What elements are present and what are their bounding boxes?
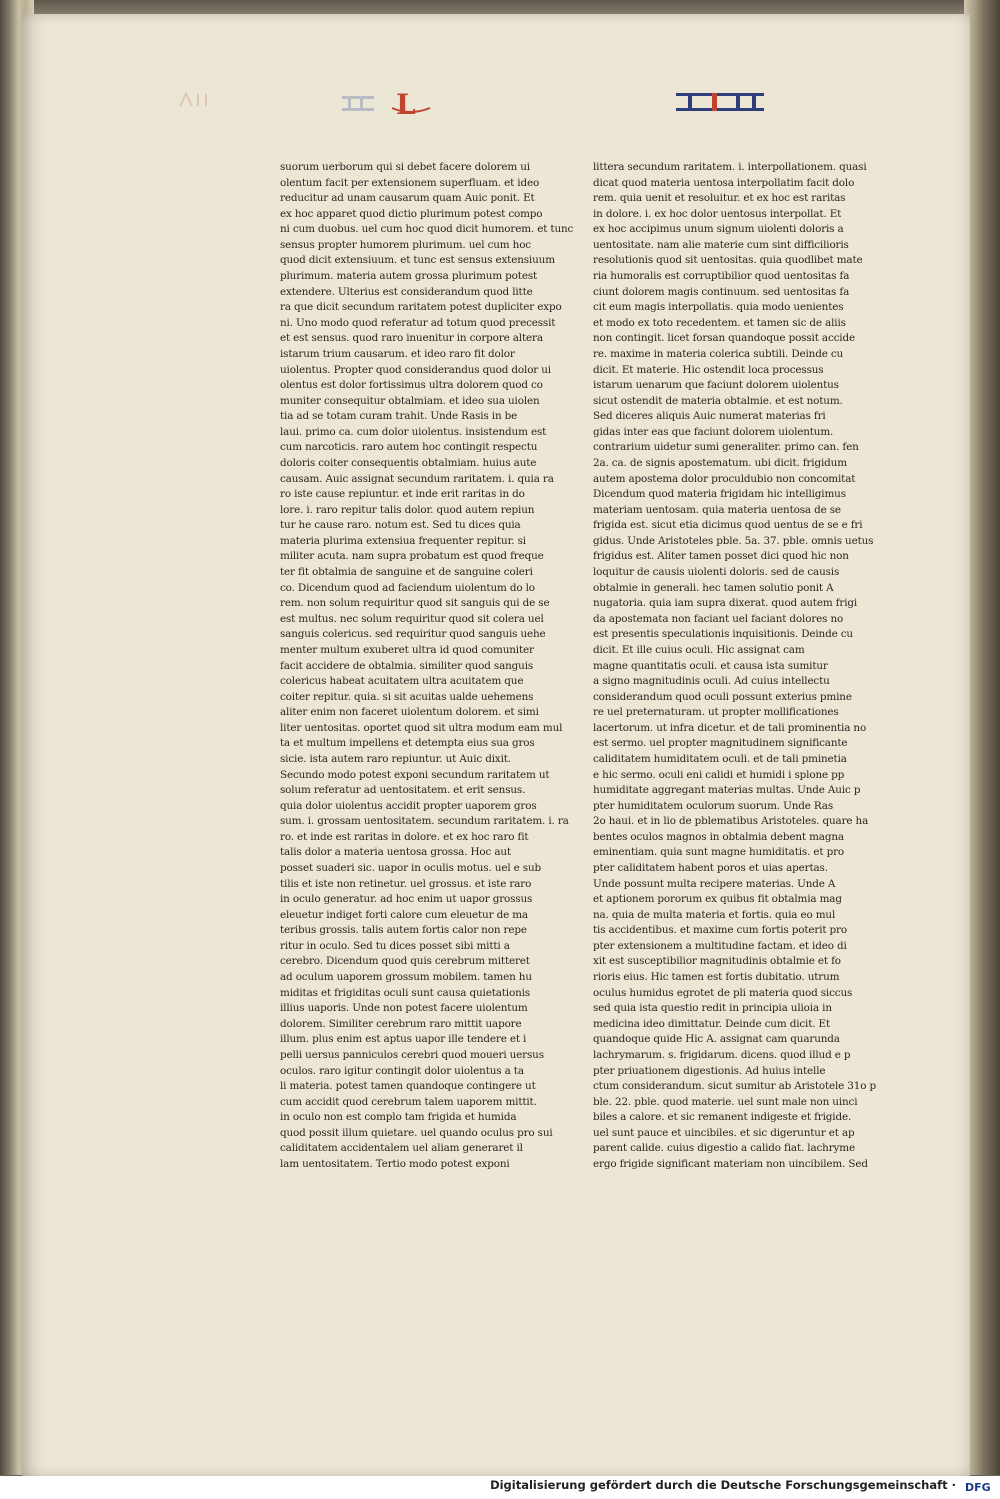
text-line: quod dicit extensiuum. et tunc est sensus extensiuum bbox=[280, 254, 555, 267]
text-line: bentes oculos magnos in obtalmia debent magna bbox=[593, 830, 844, 843]
text-line: uel sunt pauce et uincibiles. et sic digeruntur et ap bbox=[593, 1126, 855, 1139]
text-line: doloris coiter consequentis obtalmiam. huius aute bbox=[280, 456, 537, 469]
text-line: illius uaporis. Unde non potest facere uiolentum bbox=[280, 1002, 528, 1015]
text-line: tis accidentibus. et maxime cum fortis poterit pro bbox=[593, 924, 847, 937]
text-line: aliter enim non faceret uiolentum dolorem. et simi bbox=[280, 706, 539, 719]
text-line: frigida est. sicut etia dicimus quod uentus de se e fri bbox=[593, 519, 863, 532]
text-line: miditas et frigiditas oculi sunt causa quietationis bbox=[280, 986, 530, 999]
text-line: cit eum magis interpollatis. quia modo uenientes bbox=[593, 301, 844, 314]
text-line: est presentis speculationis inquisitionis. Deinde cu bbox=[593, 628, 853, 641]
text-line: dicit. Et materie. Hic ostendit loca processus bbox=[593, 363, 824, 376]
text-line: menter multum exuberet ultra id quod comuniter bbox=[280, 643, 534, 656]
text-line: causam. Auic assignat secundum raritatem. i. quia ra bbox=[280, 472, 554, 485]
text-line: Sed diceres aliquis Auic numerat materias fri bbox=[593, 410, 826, 423]
text-line: extendere. Ulterius est considerandum quod litte bbox=[280, 285, 533, 298]
text-line: coiter repitur. quia. si sit acuitas ualde uehemens bbox=[280, 690, 534, 703]
text-line: a signo magnitudinis oculi. Ad cuius intellectu bbox=[593, 675, 830, 688]
folio-header-left bbox=[340, 88, 440, 121]
text-line: facit accidere de obtalmia. similiter quod sanguis bbox=[280, 659, 534, 672]
text-line: ro iste cause repiuntur. et inde erit raritas in do bbox=[280, 488, 525, 501]
text-line: obtalmie in generali. hec tamen solutio ponit A bbox=[593, 581, 834, 594]
text-line: ex hoc apparet quod dictio plurimum potest compo bbox=[280, 207, 543, 220]
svg-text:DFG: DFG bbox=[965, 1481, 991, 1494]
text-line: laui. primo ca. cum dolor uiolentus. insistendum est bbox=[280, 425, 547, 438]
text-line: cum narcoticis. raro autem hoc contingit respectu bbox=[280, 441, 538, 454]
text-line: ni. Uno modo quod referatur ad totum quod precessit bbox=[280, 316, 556, 329]
text-line: oculos. raro igitur contingit dolor uiolentus a ta bbox=[280, 1064, 524, 1077]
text-line: liter uentositas. oportet quod sit ultra modum eam mul bbox=[280, 721, 563, 734]
text-line: ra que dicit secundum raritatem potest dupliciter expo bbox=[280, 301, 562, 314]
text-line: suorum uerborum qui si debet facere dolorem ui bbox=[280, 161, 530, 173]
text-line: et modo ex toto recedentem. et tamen sic de aliis bbox=[593, 316, 846, 329]
text-line: solum referatur ad uentositatem. et erit sensus. bbox=[280, 784, 526, 797]
text-line: lachrymarum. s. frigidarum. dicens. quod illud e p bbox=[593, 1048, 851, 1061]
text-line: ta et multum impellens et detempta eius sua gros bbox=[280, 737, 535, 750]
text-line: sum. i. grossam uentositatem. secundum raritatem. i. ra bbox=[280, 815, 569, 828]
text-line: na. quia de multa materia et fortis. quia eo mul bbox=[593, 908, 836, 921]
text-line: non contingit. licet forsan quandoque possit accide bbox=[593, 332, 855, 345]
text-line: sicut ostendit de materia obtalmie. et est notum. bbox=[593, 394, 843, 407]
text-line: Unde possunt multa recipere materias. Unde A bbox=[593, 877, 836, 890]
text-line: dicit. Et ille cuius oculi. Hic assignat cam bbox=[593, 643, 805, 656]
left-folio-letter: L bbox=[396, 88, 416, 121]
text-line: in dolore. i. ex hoc dolor uentosus interpollat. Et bbox=[593, 207, 842, 220]
text-line: parent calide. cuius digestio a calido fiat. lachryme bbox=[593, 1142, 855, 1155]
text-line: quandoque quide Hic A. assignat cam quarunda bbox=[593, 1033, 840, 1046]
text-line: cerebro. Dicendum quod quis cerebrum mitteret bbox=[280, 955, 530, 968]
text-line: littera secundum raritatem. i. interpollationem. quasi bbox=[593, 161, 867, 173]
text-line: dicat quod materia uentosa interpollatim facit dolo bbox=[593, 176, 855, 189]
text-line: humiditate aggregant materias multas. Unde Auic p bbox=[593, 784, 861, 797]
text-line: re. maxime in materia colerica subtili. Deinde cu bbox=[593, 347, 844, 360]
dfg-logo-icon bbox=[964, 1479, 992, 1494]
text-line: cum accidit quod cerebrum talem uaporem mittit. bbox=[280, 1095, 537, 1108]
text-line: et aptionem pororum ex quibus fit obtalmia mag bbox=[593, 893, 842, 906]
text-line: contrarium uidetur sumi generaliter. primo can. fen bbox=[593, 441, 859, 454]
text-line: pter caliditatem habent poros et uias apertas. bbox=[593, 862, 828, 875]
text-line: talis dolor a materia uentosa grossa. Hoc aut bbox=[280, 846, 511, 859]
text-line: posset suaderi sic. uapor in oculis motus. uel e sub bbox=[280, 862, 542, 875]
text-line: ria humoralis est corruptibilior quod uentositas fa bbox=[593, 270, 850, 283]
text-line: illum. plus enim est aptus uapor ille tendere et i bbox=[280, 1033, 527, 1046]
text-line: lacertorum. ut infra dicetur. et de tali prominentia no bbox=[593, 721, 867, 734]
text-line: materiam uentosam. quia materia uentosa de se bbox=[593, 503, 841, 516]
text-line: est sermo. uel propter magnitudinem significante bbox=[593, 737, 848, 750]
text-line: rem. quia uenit et resoluitur. et ex hoc est raritas bbox=[593, 192, 846, 205]
text-line: quia dolor uiolentus accidit propter uaporem gros bbox=[280, 799, 537, 812]
text-line: colericus habeat acuitatem ultra acuitatem que bbox=[280, 675, 524, 688]
text-line: magne quantitatis oculi. et causa ista sumitur bbox=[593, 659, 828, 672]
text-line: resolutionis quod sit uentositas. quia quodlibet mate bbox=[593, 254, 863, 267]
text-column-left bbox=[280, 160, 574, 1173]
text-line: autem apostema dolor proculdubio non concomitat bbox=[593, 472, 856, 485]
text-line: tia ad se totam curam trahit. Unde Rasis in be bbox=[280, 410, 518, 423]
text-line: re uel preternaturam. ut propter mollificationes bbox=[593, 706, 839, 719]
text-line: quod possit illum quietare. uel quando oculus pro sui bbox=[280, 1126, 553, 1139]
text-line: ciunt dolorem magis continuum. sed uentositas fa bbox=[593, 285, 850, 298]
text-line: reducitur ad unam causarum quam Auic ponit. Et bbox=[280, 192, 535, 205]
text-line: pter extensionem a multitudine factam. et ideo di bbox=[593, 939, 847, 952]
text-line: loquitur de causis uiolenti doloris. sed de causis bbox=[593, 566, 840, 579]
funding-credit: Digitalisierung gefördert durch die Deutsche Forschungsgemeinschaft · bbox=[490, 1478, 956, 1492]
text-line: caliditatem accidentalem uel aliam generaret il bbox=[280, 1142, 523, 1155]
text-line: ritur in oculo. Sed tu dices posset sibi mitti a bbox=[280, 939, 510, 952]
text-line: istarum uenarum que faciunt dolorem uiolentus bbox=[593, 379, 839, 392]
text-line: gidas inter eas que faciunt dolorem uiolentum. bbox=[593, 425, 834, 438]
text-line: rioris eius. Hic tamen est fortis dubitatio. utrum bbox=[593, 971, 840, 984]
text-line: sanguis colericus. sed requiritur quod sanguis uehe bbox=[280, 628, 546, 641]
folio-header-right bbox=[674, 88, 766, 116]
text-line: sicie. ista autem raro repiuntur. ut Auic dixit. bbox=[280, 752, 511, 765]
text-line: frigidus est. Aliter tamen posset dici quod hic non bbox=[593, 550, 849, 563]
text-line: xit est susceptibilior magnitudinis obtalmie et fo bbox=[593, 955, 841, 968]
text-line: sed quia ista questio redit in principia ulioia in bbox=[593, 1002, 832, 1015]
text-line: e hic sermo. oculi eni calidi et humidi i splone pp bbox=[593, 768, 845, 781]
text-line: sensus propter humorem plurimum. uel cum hoc bbox=[280, 238, 531, 251]
text-line: ctum considerandum. sicut sumitur ab Aristotele 31o p bbox=[593, 1080, 876, 1093]
text-line: caliditatem humiditatem oculi. et de tali pminetia bbox=[593, 752, 847, 765]
text-line: gidus. Unde Aristoteles pble. 5a. 37. pble. omnis uetus bbox=[593, 534, 874, 547]
text-line: ergo frigide significant materiam non uincibilem. Sed bbox=[593, 1158, 868, 1170]
text-line: medicina ideo dimittatur. Deinde cum dicit. Et bbox=[593, 1017, 831, 1030]
blue-folio-ghost bbox=[342, 96, 374, 111]
text-line: teribus grossis. talis autem fortis calor non repe bbox=[280, 924, 527, 937]
right-folio-numeral: III bbox=[674, 88, 676, 89]
text-line: ter fit obtalmia de sanguine et de sanguine coleri bbox=[280, 566, 533, 579]
text-line: ble. 22. pble. quod materie. uel sunt male non uinci bbox=[593, 1095, 858, 1108]
text-line: lore. i. raro repitur talis dolor. quod autem repiun bbox=[280, 503, 535, 516]
text-line: ni cum duobus. uel cum hoc quod dicit humorem. et tunc bbox=[280, 223, 574, 236]
text-line: li materia. potest tamen quandoque contingere ut bbox=[280, 1080, 536, 1093]
text-line: rem. non solum requiritur quod sit sanguis qui de se bbox=[280, 597, 550, 610]
text-line: da apostemata non faciant uel faciant dolores no bbox=[593, 612, 844, 625]
text-line: nugatoria. quia iam supra dixerat. quod autem frigi bbox=[593, 597, 858, 610]
text-line: in oculo generatur. ad hoc enim ut uapor grossus bbox=[280, 893, 533, 906]
text-line: Dicendum quod materia frigidam hic intelligimus bbox=[593, 488, 846, 501]
text-line: uiolentus. Propter quod considerandus quod dolor ui bbox=[280, 363, 551, 376]
text-line: lam uentositatem. Tertio modo potest exponi bbox=[280, 1158, 510, 1170]
text-line: considerandum quod oculi possunt exterius pmine bbox=[593, 690, 852, 703]
text-line: in oculo non est complo tam frigida et humida bbox=[280, 1111, 517, 1124]
text-line: materia plurima extensiua frequenter repitur. si bbox=[280, 534, 526, 547]
text-line: olentum facit per extensionem superfluam. et ideo bbox=[280, 176, 540, 189]
text-line: tilis et iste non retinetur. uel grossus. et iste raro bbox=[280, 877, 532, 890]
ghost-folio-mark bbox=[176, 90, 216, 110]
text-line: tur he cause raro. notum est. Sed tu dices quia bbox=[280, 519, 521, 532]
text-line: biles a calore. et sic remanent indigeste et frigide. bbox=[593, 1111, 852, 1124]
text-column-right bbox=[593, 160, 876, 1173]
text-line: pelli uersus panniculos cerebri quod moueri uersus bbox=[280, 1048, 544, 1061]
text-line: 2o haui. et in lio de pblematibus Aristoteles. quare ha bbox=[593, 815, 869, 828]
text-line: plurimum. materia autem grossa plurimum potest bbox=[280, 270, 538, 283]
text-line: ex hoc accipimus unum signum uiolenti doloris a bbox=[593, 223, 844, 236]
text-line: ro. et inde est raritas in dolore. et ex hoc raro fit bbox=[280, 830, 529, 843]
text-line: Secundo modo potest exponi secundum raritatem ut bbox=[280, 768, 550, 781]
text-line: muniter consequitur obtalmiam. et ideo sua uiolen bbox=[280, 394, 540, 407]
text-line: et est sensus. quod raro inuenitur in corpore altera bbox=[280, 332, 543, 345]
text-line: eleuetur indiget forti calore cum eleuetur de ma bbox=[280, 908, 528, 921]
text-line: eminentiam. quia sunt magne humiditatis. et pro bbox=[593, 846, 845, 859]
text-line: pter humiditatem oculorum suorum. Unde Ras bbox=[593, 799, 834, 812]
text-line: ad oculum uaporem grossum mobilem. tamen hu bbox=[280, 971, 532, 984]
text-line: istarum trium causarum. et ideo raro fit dolor bbox=[280, 347, 515, 360]
text-line: 2a. ca. de signis apostematum. ubi dicit. frigidum bbox=[593, 456, 847, 469]
text-line: olentus est dolor fortissimus ultra dolorem quod co bbox=[280, 379, 543, 392]
footer-bar bbox=[0, 1476, 1000, 1499]
text-line: dolorem. Similiter cerebrum raro mittit uapore bbox=[280, 1017, 522, 1030]
text-line: oculus humidus egrotet de pli materia quod siccus bbox=[593, 986, 853, 999]
text-line: militer acuta. nam supra probatum est quod freque bbox=[280, 550, 544, 563]
text-line: co. Dicendum quod ad faciendum uiolentum do lo bbox=[280, 581, 535, 594]
text-line: pter priuationem digestionis. Ad huius intelle bbox=[593, 1064, 826, 1077]
text-line: est multus. nec solum requiritur quod sit colera uel bbox=[280, 612, 544, 625]
text-line: uentositate. nam alie materie cum sint difficilioris bbox=[593, 238, 849, 251]
